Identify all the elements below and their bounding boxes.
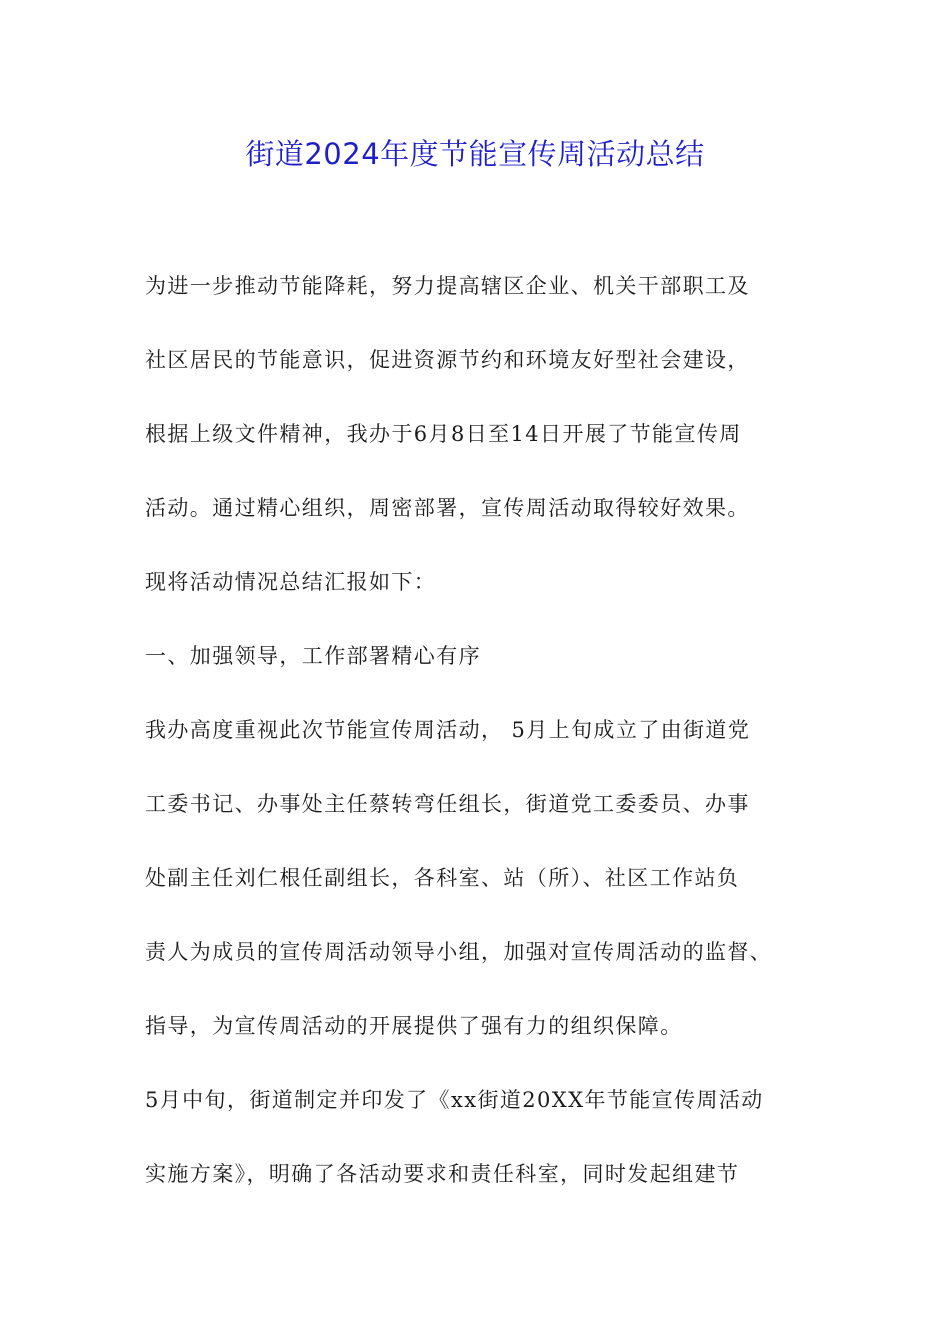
paragraph-line: 指导，为宣传周活动的开展提供了强有力的组织保障。 [145,1014,683,1038]
document-title: 街道2024年度节能宣传周活动总结 [245,137,705,171]
paragraph-line: 工委书记、办事处主任蔡转弯任组长，街道党工委委员、办事 [145,792,750,816]
paragraph-line: 现将活动情况总结汇报如下： [145,570,437,594]
paragraph-line: 责人为成员的宣传周活动领导小组，加强对宣传周活动的监督、 [145,940,773,964]
section-heading: 一、加强领导，工作部署精心有序 [145,644,481,668]
paragraph-line: 5月中旬，街道制定并印发了《xx街道20XX年节能宣传周活动 [145,1088,764,1112]
paragraph-line: 实施方案》，明确了各活动要求和责任科室，同时发起组建节 [145,1162,740,1186]
paragraph-line: 处副主任刘仁根任副组长，各科室、站（所）、社区工作站负 [145,866,740,890]
document-body [145,262,835,1224]
paragraph-line: 社区居民的节能意识，促进资源节约和环境友好型社会建设， [145,348,750,372]
paragraph-line: 根据上级文件精神，我办于6月8日至14日开展了节能宣传周 [145,422,742,446]
paragraph-line: 为进一步推动节能降耗，努力提高辖区企业、机关干部职工及 [145,274,750,298]
paragraph-line: 我办高度重视此次节能宣传周活动， 5月上旬成立了由街道党 [145,718,751,742]
paragraph-line: 活动。通过精心组织，周密部署，宣传周活动取得较好效果。 [145,496,750,520]
